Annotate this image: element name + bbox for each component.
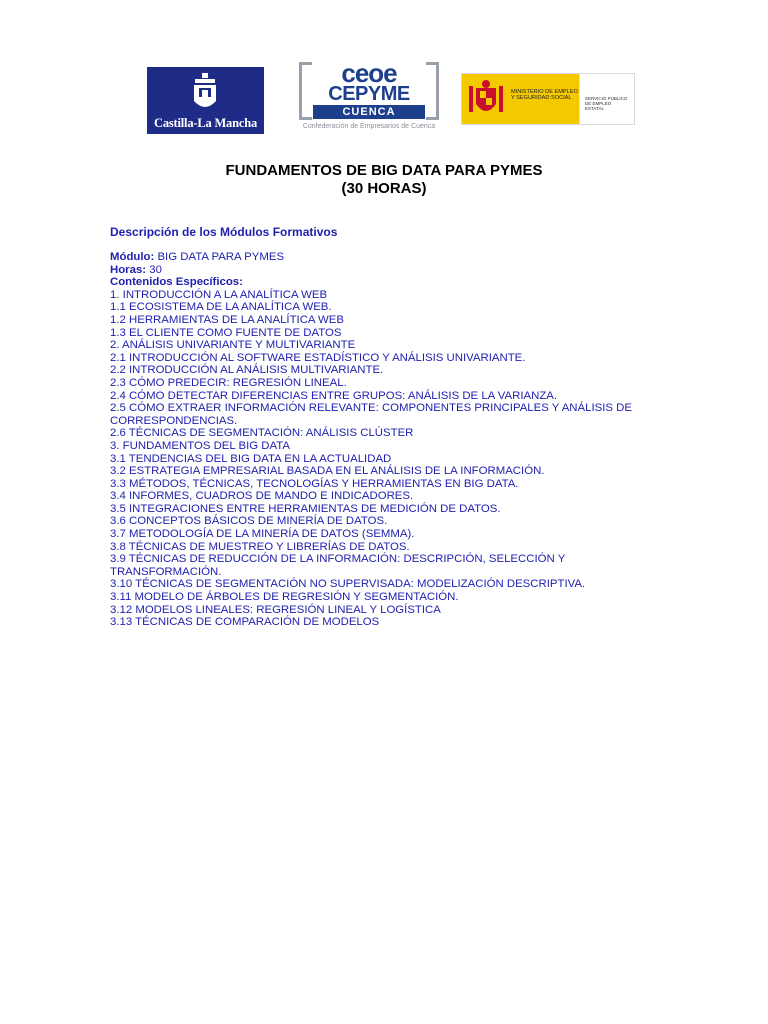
list-item: 3.9 TÉCNICAS DE REDUCCIÓN DE LA INFORMACIÓN: DESCRIPCIÓN, SELECCIÓN Y TRANSFORMACIÓN. <box>110 553 566 578</box>
list-item: 1.1 ECOSISTEMA DE LA ANALÍTICA WEB. <box>110 301 332 314</box>
list-item: 2. ANÁLISIS UNIVARIANTE Y MULTIVARIANTE <box>110 339 356 352</box>
servicio-publico-text: SERVICIO PÚBLICO DE EMPLEO ESTATAL <box>585 96 628 111</box>
horas-row <box>110 264 670 277</box>
modulo-row <box>110 251 670 264</box>
list-item: 2.4 CÓMO DETECTAR DIFERENCIAS ENTRE GRUPOS: ANÁLISIS DE LA VARIANZA. <box>110 389 558 402</box>
list-item: 3.13 TÉCNICAS DE COMPARACIÓN DE MODELOS <box>110 616 380 629</box>
list-item: 1.2 HERRAMIENTAS DE LA ANALÍTICA WEB <box>110 313 344 326</box>
list-item: 3.5 INTEGRACIONES ENTRE HERRAMIENTAS DE MEDICIÓN DE DATOS. <box>110 502 501 515</box>
castilla-la-mancha-logo <box>147 67 264 134</box>
clm-logo-text: Castilla-La Mancha <box>154 116 257 130</box>
list-item: 2.5 CÓMO EXTRAER INFORMACIÓN RELEVANTE: COMPONENTES PRINCIPALES Y ANÁLISIS DE CORRESPONDENCIAS. <box>110 402 632 427</box>
title-line-1: FUNDAMENTOS DE BIG DATA PARA PYMES <box>225 162 543 179</box>
list-item: 2.3 CÓMO PREDECIR: REGRESIÓN LINEAL. <box>110 376 347 389</box>
cepyme-text: CEPYME <box>328 83 410 105</box>
contenidos-label: Contenidos Específicos: <box>110 276 243 289</box>
list-item: 3.4 INFORMES, CUADROS DE MANDO E INDICADORES. <box>110 490 414 503</box>
list-item: 1. INTRODUCCIÓN A LA ANALÍTICA WEB <box>110 288 328 301</box>
horas-value: 30 <box>146 263 162 276</box>
list-item: 3.6 CONCEPTOS BÁSICOS DE MINERÍA DE DATOS. <box>110 515 388 528</box>
list-item: 3.3 MÉTODOS, TÉCNICAS, TECNOLOGÍAS Y HERRAMIENTAS EN BIG DATA. <box>110 477 519 490</box>
ministerio-empleo-logo <box>461 73 635 125</box>
list-item: 3.12 MODELOS LINEALES: REGRESIÓN LINEAL Y LOGÍSTICA <box>110 603 441 616</box>
list-item: 2.1 INTRODUCCIÓN AL SOFTWARE ESTADÍSTICO Y ANÁLISIS UNIVARIANTE. <box>110 351 526 364</box>
list-item: 1.3 EL CLIENTE COMO FUENTE DE DATOS <box>110 326 342 339</box>
section-heading: Descripción de los Módulos Formativos <box>110 225 338 239</box>
modulo-label: Módulo: <box>110 251 155 263</box>
title-line-2: (30 HORAS) <box>341 179 427 197</box>
servicio-publico-box <box>579 74 634 124</box>
module-description <box>110 225 670 629</box>
list-item: 3.11 MODELO DE ÁRBOLES DE REGRESIÓN Y SEGMENTACIÓN. <box>110 591 459 604</box>
ceoe-cepyme-logo <box>297 60 441 134</box>
list-item: 3.10 TÉCNICAS DE SEGMENTACIÓN NO SUPERVISADA: MODELIZACIÓN DESCRIPTIVA. <box>110 578 586 591</box>
ministerio-text: MINISTERIO DE EMPLEO Y SEGURIDAD SOCIAL <box>511 89 578 101</box>
contents-list <box>110 289 670 629</box>
horas-label: Horas: <box>110 263 147 276</box>
document-title <box>0 162 768 197</box>
castle-crest-icon <box>191 73 219 113</box>
list-item: 3.2 ESTRATEGIA EMPRESARIAL BASADA EN EL ANÁLISIS DE LA INFORMACIÓN. <box>110 465 545 478</box>
list-item: 2.2 INTRODUCCIÓN AL ANÁLISIS MULTIVARIANTE. <box>110 364 384 377</box>
ceoe-text: ceoe <box>341 58 397 88</box>
confederacion-text: Confederación de Empresarios de Cuenca <box>302 123 436 130</box>
modulo-value: BIG DATA PARA PYMES <box>154 251 285 263</box>
coat-of-arms-icon <box>466 78 506 120</box>
list-item: 3.1 TENDENCIAS DEL BIG DATA EN LA ACTUALIDAD <box>110 452 392 465</box>
list-item: 3. FUNDAMENTOS DEL BIG DATA <box>110 439 290 452</box>
list-item: 3.8 TÉCNICAS DE MUESTREO Y LIBRERÍAS DE DATOS. <box>110 540 410 553</box>
header-logos <box>0 60 768 140</box>
cuenca-text: CUENCA <box>313 105 425 119</box>
list-item: 3.7 METODOLOGÍA DE LA MINERÍA DE DATOS (SEMMA). <box>110 528 415 541</box>
list-item: 2.6 TÉCNICAS DE SEGMENTACIÓN: ANÁLISIS CLÚSTER <box>110 427 414 440</box>
